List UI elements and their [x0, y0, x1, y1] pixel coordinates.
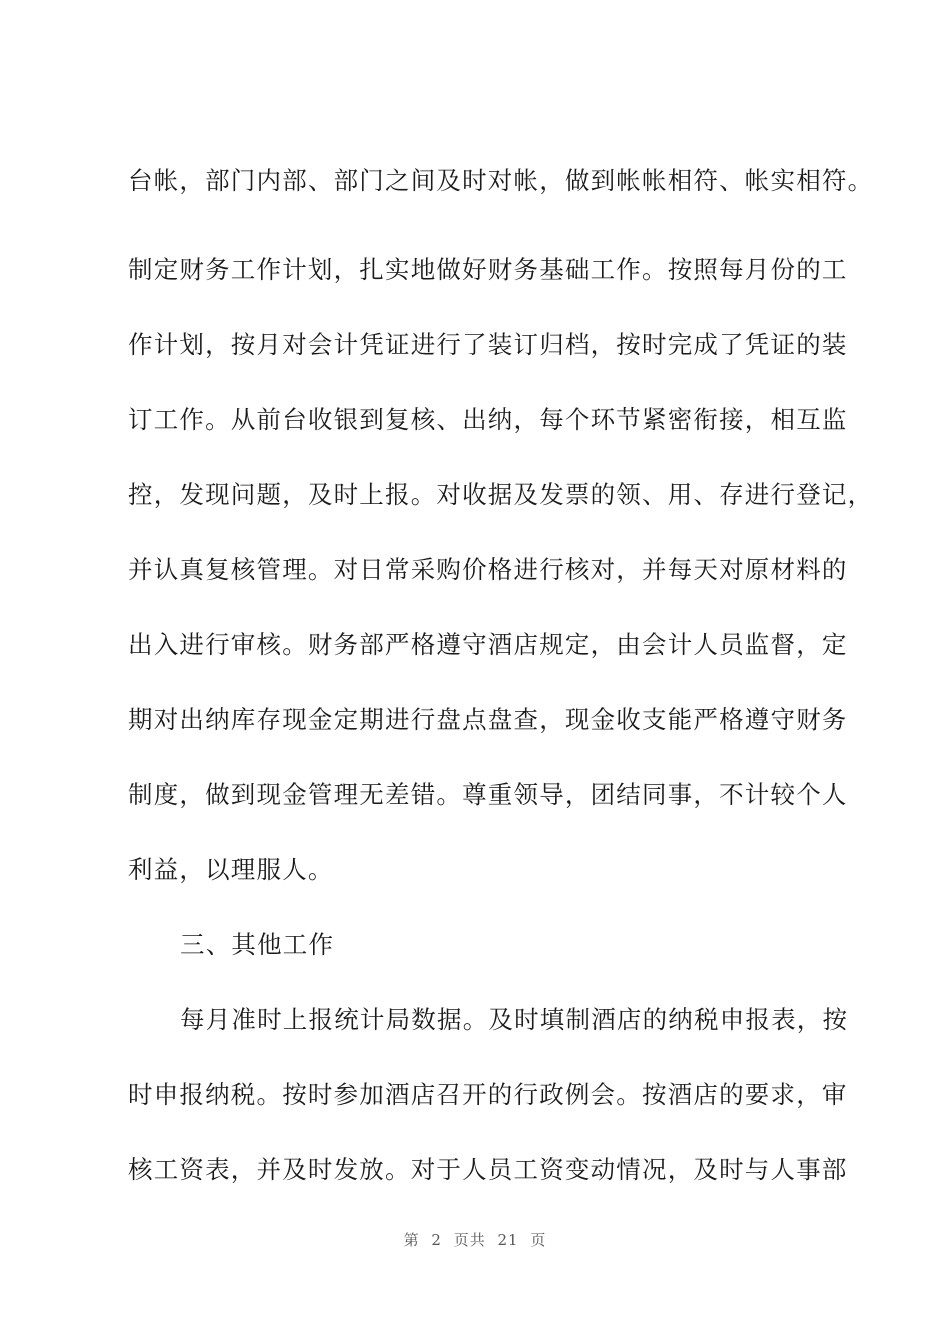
paragraph-line: 出入进行审核。财务部严格遵守酒店规定，由会计人员监督，定	[128, 630, 848, 659]
paragraph-line: 作计划，按月对会计凭证进行了装订归档，按时完成了凭证的装	[128, 330, 848, 359]
paragraph-line: 制定财务工作计划，扎实地做好财务基础工作。按照每月份的工	[128, 255, 848, 284]
paragraph-line: 利益，以理服人。	[128, 855, 334, 884]
paragraph-line: 订工作。从前台收银到复核、出纳，每个环节紧密衔接，相互监	[128, 405, 848, 434]
paragraph-line: 控，发现问题，及时上报。对收据及发票的领、用、存进行登记，	[128, 480, 874, 509]
paragraph-line: 期对出纳库存现金定期进行盘点盘查，现金收支能严格遵守财务	[128, 705, 848, 734]
paragraph-line: 时申报纳税。按时参加酒店召开的行政例会。按酒店的要求，审	[128, 1080, 848, 1109]
paragraph-line: 核工资表，并及时发放。对于人员工资变动情况，及时与人事部	[128, 1155, 848, 1184]
paragraph-line: 每月准时上报统计局数据。及时填制酒店的纳税申报表，按	[180, 1005, 849, 1034]
page-number-footer: 第 2 页共 21 页	[403, 1231, 547, 1249]
section-heading: 三、其他工作	[180, 930, 335, 959]
paragraph-line: 并认真复核管理。对日常采购价格进行核对，并每天对原材料的	[128, 555, 848, 584]
paragraph-line: 台帐，部门内部、部门之间及时对帐，做到帐帐相符、帐实相符。	[128, 166, 874, 195]
paragraph-line: 制度，做到现金管理无差错。尊重领导，团结同事，不计较个人	[128, 780, 848, 809]
